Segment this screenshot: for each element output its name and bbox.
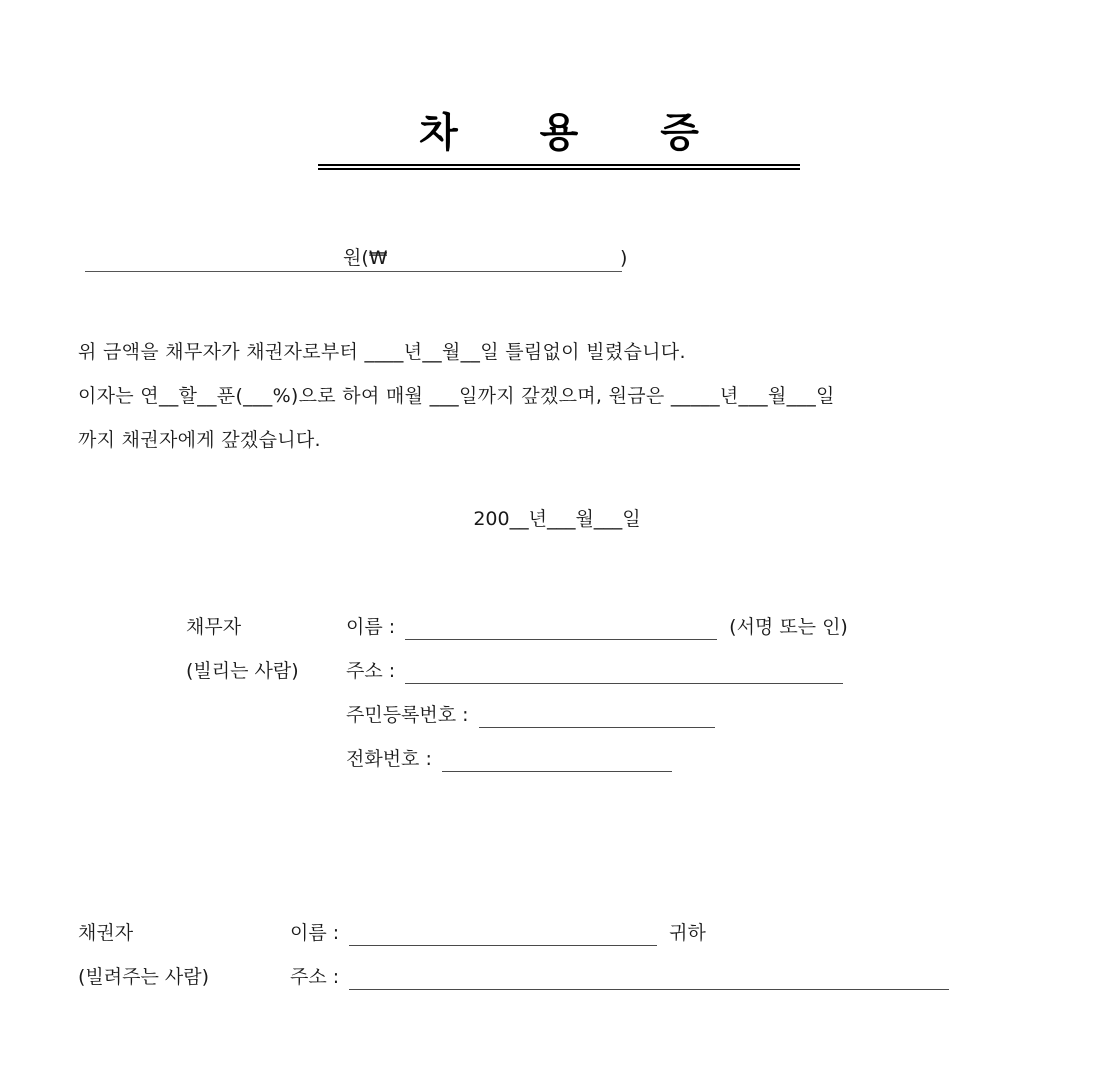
debtor-tel-label: 전화번호 : bbox=[346, 748, 432, 770]
creditor-name-label: 이름 : bbox=[290, 922, 340, 944]
debtor-address-field[interactable] bbox=[405, 661, 843, 684]
creditor-name-row bbox=[78, 902, 949, 946]
debtor-name-label: 이름 : bbox=[346, 616, 396, 638]
creditor-block bbox=[78, 902, 949, 990]
amount-currency-label: 원(₩ bbox=[343, 247, 388, 269]
debtor-tel-row bbox=[186, 728, 848, 772]
creditor-party-label: 채권자 bbox=[78, 922, 134, 944]
debtor-rrn-field[interactable] bbox=[479, 705, 715, 728]
title-block bbox=[318, 108, 800, 170]
title-double-rule bbox=[318, 164, 800, 170]
body-line-2: 이자는 연__할__푼(___%)으로 하여 매월 ___일까지 갚겠으며, 원금은 _____년___월___일 bbox=[78, 385, 835, 407]
body-paragraph bbox=[78, 330, 1058, 462]
debtor-tel-field[interactable] bbox=[442, 749, 672, 772]
debtor-rrn-label: 주민등록번호 : bbox=[346, 704, 469, 726]
creditor-name-field[interactable] bbox=[349, 923, 657, 946]
debtor-block bbox=[186, 596, 848, 772]
amount-close-paren: ) bbox=[620, 247, 628, 269]
page-title: 차 용 증 bbox=[419, 110, 733, 156]
debtor-signature-note: (서명 또는 인) bbox=[729, 616, 848, 638]
amount-row bbox=[85, 238, 705, 272]
creditor-honorific: 귀하 bbox=[669, 922, 706, 944]
debtor-name-field[interactable] bbox=[405, 617, 717, 640]
signing-date-line: 200__년___월___일 bbox=[473, 508, 641, 530]
creditor-address-label: 주소 : bbox=[290, 966, 340, 988]
debtor-address-label: 주소 : bbox=[346, 660, 396, 682]
debtor-rrn-row bbox=[186, 684, 848, 728]
creditor-address-row bbox=[78, 946, 949, 990]
body-line-3: 까지 채권자에게 갚겠습니다. bbox=[78, 429, 321, 451]
debtor-party-sublabel: (빌리는 사람) bbox=[186, 660, 299, 682]
body-line-1: 위 금액을 채무자가 채권자로부터 ____년__월__일 틀림없이 빌렸습니다. bbox=[78, 341, 686, 363]
debtor-name-row bbox=[186, 596, 848, 640]
amount-blank-rule[interactable] bbox=[85, 271, 622, 272]
debtor-party-label: 채무자 bbox=[186, 616, 242, 638]
debtor-address-row bbox=[186, 640, 848, 684]
creditor-party-sublabel: (빌려주는 사람) bbox=[78, 966, 209, 988]
creditor-address-field[interactable] bbox=[349, 967, 949, 990]
